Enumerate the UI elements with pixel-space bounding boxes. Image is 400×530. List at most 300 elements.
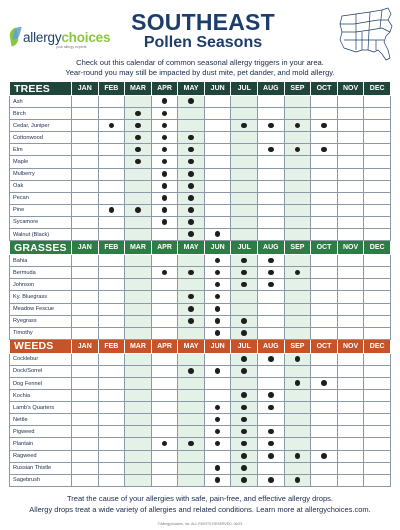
pollen-dot-icon	[215, 294, 221, 300]
intro-line-2: Year-round you may still be impacted by dust mite, pet dander, and mold allergy.	[65, 67, 335, 77]
month-cell	[284, 450, 311, 462]
month-cell	[284, 267, 311, 279]
month-cell	[364, 426, 391, 438]
month-cell	[151, 474, 178, 486]
pollen-dot-icon	[188, 195, 194, 201]
month-cell	[178, 229, 205, 241]
plant-row	[10, 450, 391, 462]
plant-name: Bermuda	[10, 267, 72, 279]
month-header: MAY	[178, 241, 205, 255]
month-cell	[72, 132, 99, 144]
plant-row	[10, 402, 391, 414]
month-cell	[364, 414, 391, 426]
pollen-dot-icon	[215, 231, 221, 237]
month-cell	[311, 377, 338, 389]
month-cell	[258, 327, 285, 339]
month-cell	[204, 108, 231, 120]
month-cell	[178, 204, 205, 216]
month-cell	[258, 216, 285, 228]
month-cell	[151, 426, 178, 438]
pollen-dot-icon	[241, 429, 247, 435]
plant-name: Ky. Bluegrass	[10, 291, 72, 303]
pollen-dot-icon	[215, 405, 221, 411]
pollen-dot-icon	[321, 147, 327, 153]
month-cell	[284, 132, 311, 144]
month-header: APR	[151, 339, 178, 353]
pollen-dot-icon	[215, 368, 221, 374]
month-cell	[125, 108, 152, 120]
month-cell	[204, 353, 231, 365]
month-cell	[125, 327, 152, 339]
pollen-dot-icon	[241, 477, 247, 483]
month-cell	[151, 132, 178, 144]
month-cell	[98, 414, 125, 426]
month-cell	[204, 132, 231, 144]
month-cell	[311, 144, 338, 156]
month-cell	[311, 216, 338, 228]
month-cell	[258, 279, 285, 291]
month-header: MAY	[178, 339, 205, 353]
month-header: JAN	[72, 339, 99, 353]
month-cell	[125, 255, 152, 267]
month-cell	[258, 377, 285, 389]
month-cell	[284, 353, 311, 365]
footer-line-2: Allergy drops treat a wide variety of allergies and related conditions. Learn more at allergychoices.com.	[29, 504, 371, 514]
month-cell	[231, 156, 258, 168]
month-cell	[258, 365, 285, 377]
pollen-dot-icon	[188, 171, 194, 177]
month-cell	[311, 402, 338, 414]
month-cell	[231, 144, 258, 156]
pollen-dot-icon	[321, 380, 327, 386]
month-cell	[178, 402, 205, 414]
month-cell	[178, 474, 205, 486]
month-header: OCT	[311, 82, 338, 96]
month-cell	[311, 204, 338, 216]
month-cell	[284, 315, 311, 327]
plant-row	[10, 377, 391, 389]
month-cell	[364, 353, 391, 365]
plant-name: Johnson	[10, 279, 72, 291]
month-cell	[125, 120, 152, 132]
plant-name: Ash	[10, 96, 72, 108]
month-header: JUN	[204, 241, 231, 255]
pollen-dot-icon	[241, 465, 247, 471]
pollen-dot-icon	[188, 147, 194, 153]
month-cell	[311, 390, 338, 402]
month-cell	[231, 390, 258, 402]
plant-row	[10, 144, 391, 156]
brand-tagline: your allergy experts	[56, 45, 87, 49]
month-header: DEC	[364, 82, 391, 96]
pollen-dot-icon	[162, 159, 168, 165]
month-header: JAN	[72, 241, 99, 255]
month-cell	[231, 474, 258, 486]
month-cell	[151, 315, 178, 327]
month-cell	[284, 192, 311, 204]
month-cell	[337, 120, 364, 132]
month-cell	[125, 303, 152, 315]
month-cell	[178, 156, 205, 168]
month-cell	[204, 438, 231, 450]
month-cell	[125, 462, 152, 474]
month-cell	[98, 255, 125, 267]
month-cell	[125, 402, 152, 414]
page-title: SOUTHEAST	[131, 9, 275, 35]
month-header: MAR	[125, 82, 152, 96]
month-cell	[231, 267, 258, 279]
pollen-dot-icon	[215, 270, 221, 276]
month-cell	[231, 402, 258, 414]
month-cell	[98, 438, 125, 450]
plant-name: Pine	[10, 204, 72, 216]
month-cell	[364, 204, 391, 216]
month-cell	[364, 108, 391, 120]
plant-name: Cocklebur	[10, 353, 72, 365]
month-cell	[204, 327, 231, 339]
month-cell	[231, 168, 258, 180]
month-cell	[72, 377, 99, 389]
month-cell	[231, 303, 258, 315]
month-cell	[204, 414, 231, 426]
pollen-dot-icon	[268, 258, 274, 264]
month-cell	[125, 192, 152, 204]
month-header: FEB	[98, 82, 125, 96]
pollen-dot-icon	[135, 123, 141, 129]
month-cell	[151, 229, 178, 241]
month-cell	[151, 291, 178, 303]
plant-name: Timothy	[10, 327, 72, 339]
month-cell	[204, 303, 231, 315]
month-cell	[72, 303, 99, 315]
month-cell	[284, 291, 311, 303]
month-cell	[204, 365, 231, 377]
month-cell	[178, 377, 205, 389]
month-cell	[258, 192, 285, 204]
month-cell	[337, 108, 364, 120]
month-cell	[258, 353, 285, 365]
plant-name: Plantain	[10, 438, 72, 450]
pollen-dot-icon	[295, 380, 301, 386]
month-cell	[337, 96, 364, 108]
plant-row	[10, 315, 391, 327]
month-cell	[284, 474, 311, 486]
month-cell	[98, 353, 125, 365]
pollen-dot-icon	[162, 135, 168, 141]
pollen-dot-icon	[295, 453, 301, 459]
month-cell	[204, 216, 231, 228]
month-cell	[178, 462, 205, 474]
month-cell	[125, 216, 152, 228]
pollen-dot-icon	[188, 231, 194, 237]
month-cell	[204, 377, 231, 389]
month-cell	[204, 462, 231, 474]
month-header: NOV	[337, 82, 364, 96]
pollen-dot-icon	[268, 405, 274, 411]
month-cell	[337, 390, 364, 402]
month-header: MAY	[178, 82, 205, 96]
month-cell	[178, 108, 205, 120]
month-cell	[258, 168, 285, 180]
month-cell	[364, 255, 391, 267]
month-header: SEP	[284, 241, 311, 255]
plant-name: Birch	[10, 108, 72, 120]
month-cell	[125, 377, 152, 389]
month-cell	[364, 365, 391, 377]
month-cell	[72, 402, 99, 414]
month-cell	[98, 192, 125, 204]
month-cell	[284, 168, 311, 180]
section-title: GRASSES	[10, 241, 72, 255]
month-cell	[98, 96, 125, 108]
month-cell	[258, 438, 285, 450]
month-cell	[258, 450, 285, 462]
pollen-dot-icon	[162, 183, 168, 189]
month-cell	[98, 462, 125, 474]
month-cell	[125, 168, 152, 180]
month-header: AUG	[258, 241, 285, 255]
month-cell	[72, 426, 99, 438]
plant-name: Meadow Fescue	[10, 303, 72, 315]
month-cell	[98, 315, 125, 327]
month-cell	[364, 327, 391, 339]
month-cell	[204, 180, 231, 192]
month-cell	[178, 255, 205, 267]
month-cell	[311, 120, 338, 132]
month-cell	[178, 267, 205, 279]
plant-name: Russian Thistle	[10, 462, 72, 474]
month-cell	[337, 474, 364, 486]
month-cell	[311, 450, 338, 462]
pollen-dot-icon	[241, 330, 247, 336]
plant-name: Kochia	[10, 390, 72, 402]
month-cell	[284, 327, 311, 339]
month-cell	[125, 315, 152, 327]
month-cell	[364, 229, 391, 241]
month-cell	[72, 144, 99, 156]
month-cell	[337, 303, 364, 315]
month-cell	[98, 168, 125, 180]
month-cell	[98, 365, 125, 377]
plant-row	[10, 96, 391, 108]
month-cell	[364, 180, 391, 192]
month-cell	[178, 365, 205, 377]
month-cell	[311, 462, 338, 474]
month-cell	[364, 390, 391, 402]
month-cell	[364, 291, 391, 303]
plant-name: Lamb's Quarters	[10, 402, 72, 414]
plant-row	[10, 303, 391, 315]
month-cell	[284, 462, 311, 474]
month-cell	[125, 144, 152, 156]
month-cell	[311, 229, 338, 241]
month-cell	[311, 168, 338, 180]
leaf-logo-icon	[10, 26, 21, 48]
month-cell	[178, 180, 205, 192]
month-cell	[284, 303, 311, 315]
pollen-dot-icon	[295, 356, 301, 362]
pollen-dot-icon	[188, 318, 194, 324]
month-cell	[337, 377, 364, 389]
plant-row	[10, 120, 391, 132]
month-cell	[178, 390, 205, 402]
month-cell	[204, 450, 231, 462]
month-cell	[231, 438, 258, 450]
pollen-dot-icon	[215, 477, 221, 483]
month-cell	[284, 216, 311, 228]
month-cell	[204, 474, 231, 486]
pollen-dot-icon	[109, 207, 115, 213]
month-cell	[151, 353, 178, 365]
month-cell	[311, 108, 338, 120]
month-cell	[258, 414, 285, 426]
month-cell	[151, 402, 178, 414]
month-cell	[151, 96, 178, 108]
intro-line-1: Check out this calendar of common seasonal allergy triggers in your area.	[76, 58, 324, 67]
pollen-dot-icon	[295, 270, 301, 276]
month-cell	[311, 315, 338, 327]
month-cell	[258, 229, 285, 241]
month-cell	[72, 204, 99, 216]
month-cell	[337, 144, 364, 156]
pollen-dot-icon	[268, 147, 274, 153]
month-cell	[364, 450, 391, 462]
month-cell	[204, 120, 231, 132]
month-cell	[72, 291, 99, 303]
pollen-dot-icon	[241, 318, 247, 324]
pollen-dot-icon	[135, 207, 141, 213]
month-cell	[151, 156, 178, 168]
month-cell	[72, 156, 99, 168]
month-cell	[284, 414, 311, 426]
section-title: WEEDS	[10, 339, 72, 353]
month-header: JUL	[231, 241, 258, 255]
month-cell	[151, 255, 178, 267]
month-cell	[284, 229, 311, 241]
month-cell	[151, 120, 178, 132]
month-cell	[151, 216, 178, 228]
section-header-weeds	[10, 339, 391, 353]
month-cell	[337, 132, 364, 144]
pollen-dot-icon	[162, 98, 168, 104]
month-cell	[125, 390, 152, 402]
month-cell	[151, 279, 178, 291]
month-cell	[98, 144, 125, 156]
month-cell	[258, 315, 285, 327]
month-cell	[178, 315, 205, 327]
month-cell	[72, 365, 99, 377]
month-cell	[178, 132, 205, 144]
month-cell	[204, 291, 231, 303]
pollen-dot-icon	[321, 453, 327, 459]
pollen-dot-icon	[295, 147, 301, 153]
month-cell	[311, 192, 338, 204]
month-cell	[204, 204, 231, 216]
month-cell	[337, 267, 364, 279]
pollen-dot-icon	[215, 441, 221, 447]
month-cell	[98, 279, 125, 291]
month-cell	[284, 279, 311, 291]
pollen-dot-icon	[241, 368, 247, 374]
month-cell	[311, 327, 338, 339]
month-cell	[125, 156, 152, 168]
pollen-dot-icon	[135, 135, 141, 141]
pollen-dot-icon	[188, 135, 194, 141]
month-cell	[178, 414, 205, 426]
month-cell	[151, 204, 178, 216]
southeast-us-map-icon	[336, 6, 396, 62]
month-cell	[204, 96, 231, 108]
month-cell	[337, 414, 364, 426]
plant-row	[10, 267, 391, 279]
month-cell	[311, 474, 338, 486]
pollen-dot-icon	[321, 123, 327, 129]
pollen-dot-icon	[241, 356, 247, 362]
month-header: APR	[151, 241, 178, 255]
month-cell	[98, 132, 125, 144]
month-cell	[284, 438, 311, 450]
month-cell	[231, 180, 258, 192]
section-title: TREES	[10, 82, 72, 96]
month-cell	[311, 353, 338, 365]
month-header: MAR	[125, 339, 152, 353]
month-header: APR	[151, 82, 178, 96]
month-cell	[98, 156, 125, 168]
pollen-dot-icon	[241, 417, 247, 423]
month-cell	[125, 267, 152, 279]
month-cell	[258, 156, 285, 168]
month-header: SEP	[284, 339, 311, 353]
month-cell	[258, 96, 285, 108]
month-cell	[72, 462, 99, 474]
plant-row	[10, 156, 391, 168]
month-cell	[125, 291, 152, 303]
plant-row	[10, 132, 391, 144]
month-cell	[231, 291, 258, 303]
pollen-dot-icon	[215, 318, 221, 324]
pollen-dot-icon	[268, 356, 274, 362]
month-cell	[231, 315, 258, 327]
month-cell	[311, 255, 338, 267]
pollen-dot-icon	[188, 183, 194, 189]
month-cell	[364, 438, 391, 450]
pollen-dot-icon	[215, 306, 221, 312]
month-header: JUL	[231, 339, 258, 353]
month-cell	[364, 156, 391, 168]
plant-row	[10, 229, 391, 241]
plant-row	[10, 180, 391, 192]
plant-name: Dock/Sorrel	[10, 365, 72, 377]
month-cell	[231, 108, 258, 120]
month-cell	[231, 192, 258, 204]
plant-row	[10, 414, 391, 426]
page-subtitle: Pollen Seasons	[143, 34, 263, 51]
plant-row	[10, 279, 391, 291]
month-cell	[311, 267, 338, 279]
plant-row	[10, 426, 391, 438]
month-cell	[204, 315, 231, 327]
month-header: JUN	[204, 339, 231, 353]
month-cell	[204, 267, 231, 279]
month-cell	[311, 156, 338, 168]
month-cell	[151, 168, 178, 180]
pollen-dot-icon	[162, 111, 168, 117]
month-cell	[178, 96, 205, 108]
header	[0, 0, 400, 84]
month-cell	[258, 144, 285, 156]
pollen-dot-icon	[215, 282, 221, 288]
month-cell	[178, 216, 205, 228]
